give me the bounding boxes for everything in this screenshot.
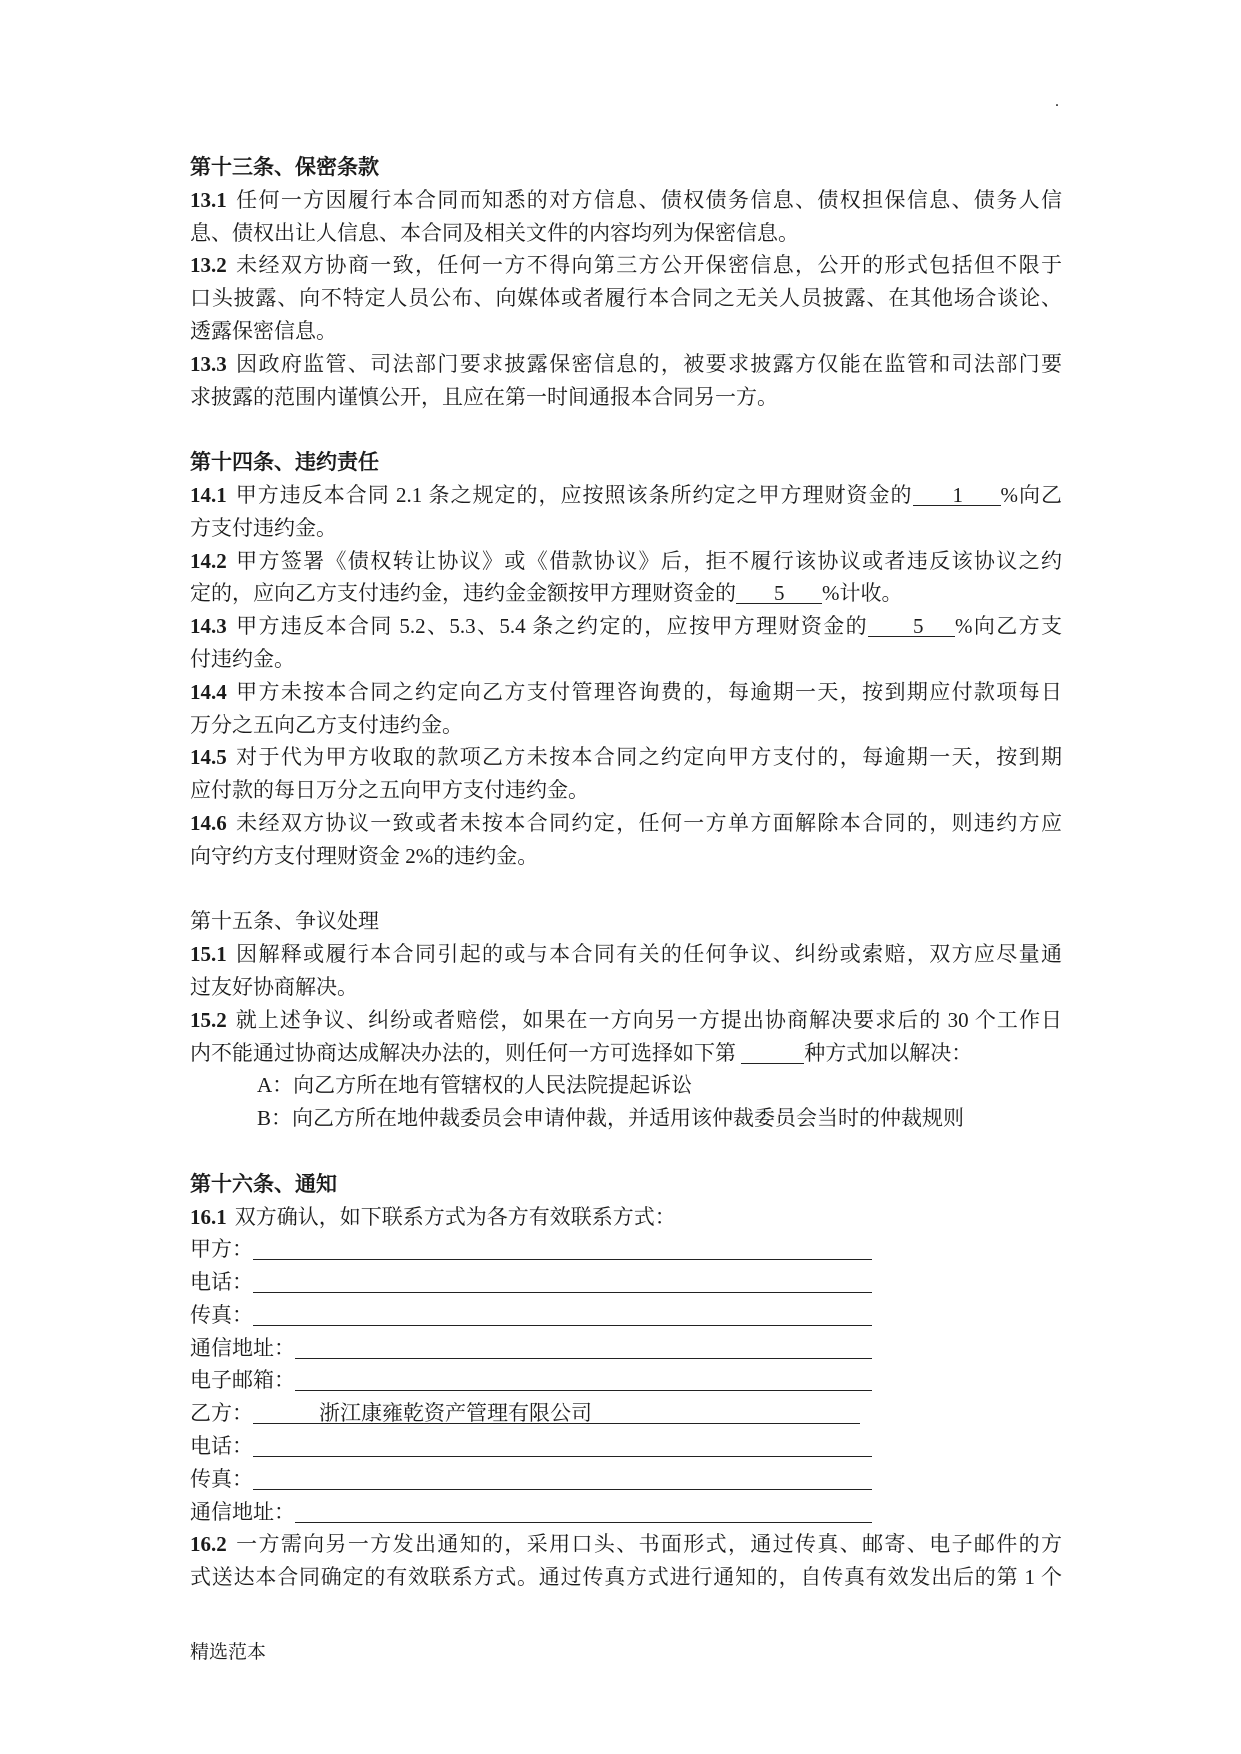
clause-14-3-line-2: 付违约金。 (190, 646, 295, 671)
party-b-name: 浙江康雍乾资产管理有限公司 (253, 1397, 860, 1430)
contact-blank (253, 1463, 872, 1496)
penalty-rate-field: 1 (913, 479, 1001, 512)
clause-14-1-line-2: 方支付违约金。 (190, 515, 337, 540)
clause-14-5-line-2: 应付款的每日万分之五向甲方支付违约金。 (190, 778, 589, 803)
contact-label: 通信地址： (190, 1499, 295, 1524)
clause-15-1-line-1 (190, 938, 1062, 971)
clause-text: %计收。 (822, 581, 903, 606)
clause-14-4-line-1 (190, 676, 1062, 709)
clause-16-1-line-1 (190, 1201, 1062, 1234)
clause-text: 任何一方因履行本合同而知悉的对方信息、债权债务信息、债权担保信息、债务人信 (234, 187, 1062, 212)
contact-label: 甲方： (190, 1237, 253, 1262)
clause-text: 种方式加以解决： (804, 1040, 973, 1065)
contact-blank (253, 1266, 872, 1299)
contact-label: 电话： (190, 1434, 253, 1459)
clause-number-14-5: 14.5 (190, 745, 227, 770)
contact-row-party-a-address (190, 1332, 872, 1365)
clause-number-14-3: 14.3 (190, 614, 227, 639)
clause-text: 甲方未按本合同之约定向乙方支付管理咨询费的，每逾期一天，按到期应付款项每日 (234, 679, 1062, 704)
page-footer: 精选范本 (190, 1642, 267, 1663)
clause-text: 未经双方协商一致，任何一方不得向第三方公开保密信息，公开的形式包括但不限于 (234, 253, 1062, 278)
clause-number-15-2: 15.2 (190, 1007, 227, 1032)
contact-row-party-b (190, 1397, 860, 1430)
clause-number-13-1: 13.1 (190, 187, 227, 212)
penalty-rate-field: 5 (736, 577, 822, 610)
clause-15-2-line-1 (190, 1004, 1062, 1037)
contact-label: 传真： (190, 1466, 253, 1491)
clause-14-6-line-2: 向守约方支付理财资金 2%的违约金。 (190, 843, 539, 868)
clause-text: 因解释或履行本合同引起的或与本合同有关的任何争议、纠纷或索赔，双方应尽量通 (234, 942, 1062, 967)
contact-blank (295, 1496, 872, 1529)
clause-13-2-line-3: 透露保密信息。 (190, 318, 337, 343)
clause-13-1-line-1 (190, 184, 1062, 217)
clause-number-16-2: 16.2 (190, 1532, 227, 1557)
clause-13-2-line-2: 口头披露、向不特定人员公布、向媒体或者履行本合同之无关人员披露、在其他场合谈论、 (190, 286, 1062, 311)
clause-text: %向乙方支 (954, 614, 1062, 639)
clause-text: 未经双方协议一致或者未按本合同约定，任何一方单方面解除本合同的，则违约方应 (234, 810, 1062, 835)
contract-body (190, 151, 1062, 1594)
article-15-heading: 第十五条、争议处理 (190, 909, 379, 934)
clause-text: 双方确认，如下联系方式为各方有效联系方式： (234, 1204, 676, 1229)
contact-blank (253, 1233, 872, 1266)
clause-15-1-line-2: 过友好协商解决。 (190, 974, 358, 999)
article-14-heading: 第十四条、违约责任 (190, 450, 379, 475)
spacer (190, 1135, 1062, 1168)
clause-13-1-line-2: 息、债权出让人信息、本合同及相关文件的内容均列为保密信息。 (190, 220, 799, 245)
clause-number-14-6: 14.6 (190, 810, 227, 835)
clause-number-14-2: 14.2 (190, 548, 227, 573)
clause-number-16-1: 16.1 (190, 1204, 227, 1229)
spacer (190, 413, 1062, 446)
clause-14-6-line-1 (190, 807, 1062, 840)
contact-row-party-a-fax (190, 1299, 872, 1332)
article-13-heading: 第十三条、保密条款 (190, 155, 379, 179)
clause-text: 一方需向另一方发出通知的，采用口头、书面形式，通过传真、邮寄、电子邮件的方 (234, 1532, 1062, 1557)
contact-label: 乙方： (190, 1401, 253, 1426)
clause-13-3-line-2: 求披露的范围内谨慎公开，且应在第一时间通报本合同另一方。 (190, 384, 778, 409)
clause-text: 因政府监管、司法部门要求披露保密信息的，被要求披露方仅能在监管和司法部门要 (234, 351, 1062, 376)
contact-blank (253, 1299, 872, 1332)
clause-16-2-line-1 (190, 1528, 1062, 1561)
dispute-method-blank (741, 1037, 804, 1070)
clause-13-2-line-1 (190, 249, 1062, 282)
clause-14-2-line-1 (190, 545, 1062, 578)
contact-label: 通信地址： (190, 1335, 295, 1360)
contact-row-party-a-phone (190, 1266, 872, 1299)
contact-row-party-a-email (190, 1364, 872, 1397)
contact-label: 传真： (190, 1302, 253, 1327)
contact-label: 电子邮箱： (190, 1368, 295, 1393)
contact-row-party-b-fax (190, 1463, 872, 1496)
clause-text: 甲方违反本合同 2.1 条之规定的，应按照该条所约定之甲方理财资金的 (234, 482, 913, 507)
clause-14-3-line-1 (190, 610, 1062, 643)
clause-text: 内不能通过协商达成解决办法的，则任何一方可选择如下第 (190, 1040, 742, 1065)
contact-row-party-a (190, 1233, 872, 1266)
contact-blank (295, 1332, 872, 1365)
clause-text: 就上述争议、纠纷或者赔偿，如果在一方向另一方提出协商解决要求后的 30 个工作日 (234, 1007, 1062, 1032)
clause-15-2-line-2 (190, 1037, 1062, 1070)
clause-number-14-4: 14.4 (190, 679, 227, 704)
clause-14-5-line-1 (190, 741, 1062, 774)
clause-13-3-line-1 (190, 348, 1062, 381)
clause-number-13-3: 13.3 (190, 351, 227, 376)
clause-number-13-2: 13.2 (190, 253, 227, 278)
clause-number-14-1: 14.1 (190, 482, 227, 507)
dispute-option-b: B：向乙方所在地仲裁委员会申请仲裁，并适用该仲裁委员会当时的仲裁规则 (257, 1106, 965, 1131)
clause-text: %向乙 (1000, 482, 1062, 507)
page-marker: . (1055, 93, 1059, 110)
clause-14-1-line-1 (190, 479, 1062, 512)
clause-text: 甲方违反本合同 5.2、5.3、5.4 条之约定的，应按甲方理财资金的 (234, 614, 868, 639)
contact-row-party-b-phone (190, 1430, 872, 1463)
clause-text: 甲方签署《债权转让协议》或《借款协议》后，拒不履行该协议或者违反该协议之约 (234, 548, 1062, 573)
contact-blank (253, 1430, 872, 1463)
dispute-option-a: A：向乙方所在地有管辖权的人民法院提起诉讼 (257, 1073, 693, 1098)
spacer (190, 873, 1062, 906)
clause-16-2-line-2: 式送达本合同确定的有效联系方式。通过传真方式进行通知的，自传真有效发出后的第 1 个 (190, 1565, 1062, 1590)
contact-blank (295, 1364, 872, 1397)
contact-row-party-b-address (190, 1496, 872, 1529)
clause-text: 定的，应向乙方支付违约金，违约金金额按甲方理财资金的 (190, 581, 736, 606)
clause-14-4-line-2: 万分之五向乙方支付违约金。 (190, 712, 463, 737)
clause-14-2-line-2 (190, 577, 1062, 610)
article-16-heading: 第十六条、通知 (190, 1171, 337, 1196)
penalty-rate-field: 5 (868, 610, 955, 643)
clause-text: 对于代为甲方收取的款项乙方未按本合同之约定向甲方支付的，每逾期一天，按到期 (234, 745, 1062, 770)
contact-label: 电话： (190, 1270, 253, 1295)
clause-number-15-1: 15.1 (190, 942, 227, 967)
